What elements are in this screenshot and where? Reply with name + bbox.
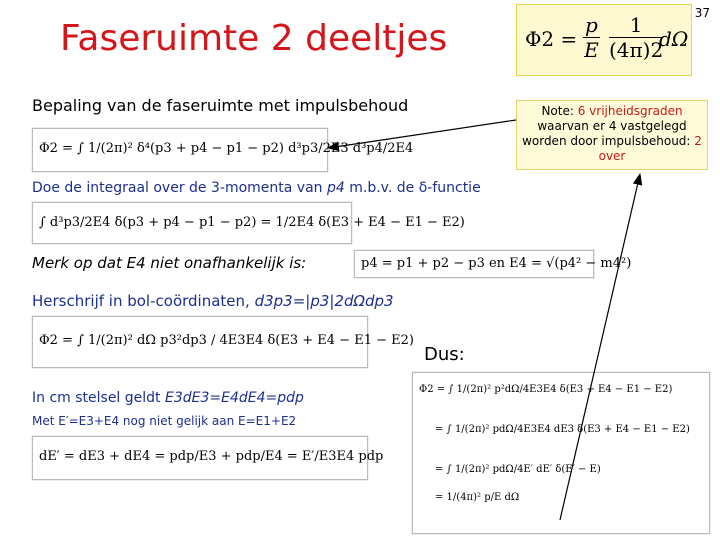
note-remaining: 2 over: [598, 134, 702, 163]
equation-final-step-1: Φ2 = ∫ 1/(2π)² p²dΩ/4E3E4 δ(E3 + E4 − E1 − E2): [419, 384, 673, 395]
note-degrees: 6 vrijheidsgraden: [577, 104, 683, 118]
note-middle: waarvan er 4 vastgelegd worden door impulsbehoud:: [522, 119, 695, 148]
header-formula-fac-num: 1: [609, 13, 663, 38]
header-formula-num: p: [585, 13, 598, 37]
equation-phase-space-text: Φ2 = ∫ 1/(2π)² δ⁴(p3 + p4 − p1 − p2) d³p3/2E3 d³p4/2E4: [39, 141, 414, 156]
spherical-coords-a: Herschrijf in bol-coördinaten,: [32, 292, 255, 310]
integral-instruction-c: m.b.v. de δ-functie: [344, 180, 481, 196]
header-formula-fac-den: (4π)2: [609, 38, 664, 62]
equation-momentum-text: p4 = p1 + p2 − p3 en E4 = √(p4² − m4²): [361, 256, 632, 271]
slide-number: 37: [694, 6, 710, 20]
equation-spherical-text: Φ2 = ∫ 1/(2π)² dΩ p3²dp3 / 4E3E4 δ(E3 + E4 − E1 − E2): [39, 333, 414, 348]
integral-instruction-a: Doe de integraal over de 3-momenta van: [32, 180, 327, 196]
arrow-to-note: [560, 174, 640, 520]
slide-title: Faseruimte 2 deeltjes: [60, 18, 448, 59]
arrow-to-phase-equation: [328, 120, 516, 148]
equation-delta-integral-text: ∫ d³p3/2E4 δ(p3 + p4 − p1 − p2) = 1/2E4 δ(E3 + E4 − E1 − E2): [39, 215, 465, 230]
equation-final-step-3: = ∫ 1/(2π)² pdΩ/4E′ dE′ δ(E′ − E): [435, 464, 601, 475]
equation-final-step-2: = ∫ 1/(2π)² pdΩ/4E3E4 dE3 δ(E3 + E4 − E1 − E2): [435, 424, 690, 435]
note-prefix: Note:: [541, 104, 578, 118]
equation-energy-differential-text: dE′ = dE3 + dE4 = pdp/E3 + pdp/E4 = E′/E3E4 pdp: [39, 449, 384, 464]
spherical-coords-b: d3p3=|p3|2dΩdp3: [254, 292, 394, 310]
header-formula-lhs: Φ2 =: [525, 27, 578, 51]
energy-note-line: Met E′=E3+E4 nog niet gelijk aan E=E1+E2: [32, 414, 297, 428]
integral-instruction-b: p4: [326, 180, 345, 196]
header-formula-tail: dΩ: [659, 27, 689, 51]
equation-final-step-4: = 1/(4π)² p/E dΩ: [435, 492, 520, 503]
independence-remark: Merk op dat E4 niet onafhankelijk is:: [32, 254, 307, 272]
header-formula-den: E: [584, 38, 599, 62]
cm-frame-b: E3dE3=E4dE4=pdp: [165, 390, 304, 406]
phase-space-heading: Bepaling van de faseruimte met impulsbehoud: [32, 96, 409, 115]
cm-frame-a: In cm stelsel geldt: [32, 390, 165, 406]
dus-label: Dus:: [424, 344, 465, 365]
